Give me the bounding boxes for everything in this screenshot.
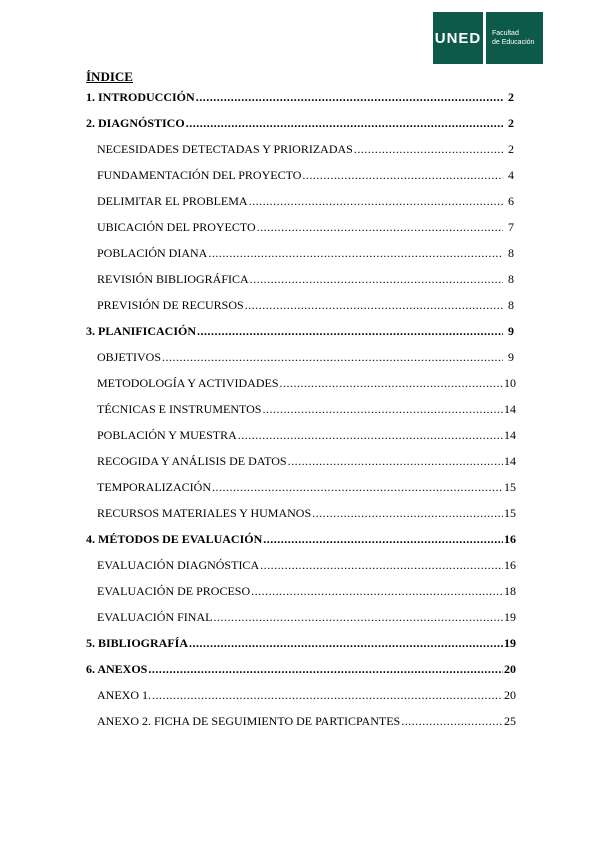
toc-leader-dots [262,402,503,417]
toc-leader-dots [312,506,503,521]
toc-entry-title: NECESIDADES DETECTADAS Y PRIORIZADAS [97,142,353,156]
toc-entry[interactable] [97,428,514,443]
toc-entry-page: 2 [508,142,514,156]
toc-entry[interactable] [97,506,514,521]
uned-logo [433,12,543,64]
toc-leader-dots [288,454,503,469]
toc-entry[interactable] [97,220,514,235]
toc-entry-page: 14 [504,454,516,468]
toc-entry[interactable] [97,402,514,417]
faculty-line-1: Facultad [492,30,519,37]
toc-entry-title: PREVISIÓN DE RECURSOS [97,298,244,312]
toc-entry-title: ANEXO 2. FICHA DE SEGUIMIENTO DE PARTICPANTES [97,714,401,728]
toc-leader-dots [257,220,503,235]
toc-title: ÍNDICE [86,69,133,84]
toc-entry-title: FUNDAMENTACIÓN DEL PROYECTO [97,168,302,182]
toc-entry-title: 4. MÉTODOS DE EVALUACIÓN [86,532,263,546]
toc-entry-page: 2 [508,90,514,104]
toc-entry[interactable] [97,350,514,365]
toc-entry[interactable] [97,194,514,209]
toc-leader-dots [186,116,503,131]
toc-entry-title: RECOGIDA Y ANÁLISIS DE DATOS [97,454,287,468]
toc-entry-page: 14 [504,428,516,442]
toc-entry[interactable] [97,610,514,625]
toc-entry-page: 20 [504,688,516,702]
toc-entry[interactable] [97,376,514,391]
toc-entry-page: 16 [504,532,516,546]
toc-entry-title: 6. ANEXOS [86,662,148,676]
toc-entry-title: METODOLOGÍA Y ACTIVIDADES [97,376,279,390]
toc-leader-dots [251,584,503,599]
toc-entry-title: 5. BIBLIOGRAFÍA [86,636,189,650]
toc-leader-dots [260,558,503,573]
toc-entry-page: 8 [508,272,514,286]
toc-entry-title: DELIMITAR EL PROBLEMA [97,194,248,208]
toc-leader-dots [354,142,503,157]
toc-entry-title: EVALUACIÓN DE PROCESO [97,584,251,598]
toc-entry-page: 20 [504,662,516,676]
toc-leader-dots [302,168,503,183]
toc-entry-title: POBLACIÓN Y MUESTRA [97,428,237,442]
toc-entry-title: 2. DIAGNÓSTICO [86,116,185,130]
toc-entry-page: 8 [508,246,514,260]
toc-leader-dots [263,532,503,547]
toc-leader-dots [213,610,503,625]
toc-entry-title: RECURSOS MATERIALES Y HUMANOS [97,506,312,520]
toc-entry-page: 14 [504,402,516,416]
faculty-line-2: de Educación [492,39,535,46]
toc-entry[interactable] [86,90,514,105]
toc-entry-title: ANEXO 1. [97,688,151,702]
toc-leader-dots [280,376,503,391]
toc-leader-dots [148,662,503,677]
toc-entry-page: 9 [508,324,514,338]
uned-logo-brand: UNED [433,12,483,64]
toc-entry[interactable] [86,532,514,547]
toc-entry-title: TEMPORALIZACIÓN [97,480,211,494]
toc-entry[interactable] [97,246,514,261]
toc-entry[interactable] [97,558,514,573]
toc-entry-title: UBICACIÓN DEL PROYECTO [97,220,256,234]
toc-leader-dots [189,636,503,651]
toc-leader-dots [197,324,503,339]
toc-entry-page: 2 [508,116,514,130]
toc-leader-dots [249,194,503,209]
toc-entry[interactable] [97,480,514,495]
toc-entry-title: 1. INTRODUCCIÓN [86,90,195,104]
toc-entry[interactable] [97,454,514,469]
toc-entry[interactable] [97,688,514,703]
toc-entry-page: 16 [504,558,516,572]
toc-leader-dots [152,688,503,703]
toc-entry-page: 10 [504,376,516,390]
toc-entry[interactable] [97,142,514,157]
faculty-label [486,12,543,64]
toc-entry-page: 9 [508,350,514,364]
toc-entry-title: 3. PLANIFICACIÓN [86,324,197,338]
toc-leader-dots [401,714,503,729]
toc-entry-page: 18 [504,584,516,598]
toc-leader-dots [212,480,503,495]
toc-entry[interactable] [86,324,514,339]
toc-entry-page: 19 [504,636,516,650]
toc-leader-dots [162,350,503,365]
toc-entry[interactable] [86,116,514,131]
toc-entry-title: REVISIÓN BIBLIOGRÁFICA [97,272,249,286]
toc-entry[interactable] [97,168,514,183]
toc-entry[interactable] [97,714,514,729]
toc-entry[interactable] [86,662,514,677]
toc-entry-title: EVALUACIÓN DIAGNÓSTICA [97,558,260,572]
toc-entry-page: 6 [508,194,514,208]
toc-entry[interactable] [97,298,514,313]
toc-entry[interactable] [86,636,514,651]
toc-leader-dots [245,298,503,313]
toc-leader-dots [208,246,503,261]
toc-entry-title: OBJETIVOS [97,350,162,364]
toc-entry-page: 8 [508,298,514,312]
toc-entry-title: TÉCNICAS E INSTRUMENTOS [97,402,262,416]
toc-entry-title: EVALUACIÓN FINAL [97,610,213,624]
toc-entry-page: 15 [504,506,516,520]
toc-entry[interactable] [97,584,514,599]
toc-entry-page: 25 [504,714,516,728]
toc-entry-title: POBLACIÓN DIANA [97,246,208,260]
toc-entry-page: 19 [504,610,516,624]
toc-leader-dots [238,428,503,443]
toc-leader-dots [250,272,503,287]
toc-entry-page: 15 [504,480,516,494]
toc-entry[interactable] [97,272,514,287]
toc-leader-dots [196,90,503,105]
toc-entry-page: 7 [508,220,514,234]
toc-entry-page: 4 [508,168,514,182]
